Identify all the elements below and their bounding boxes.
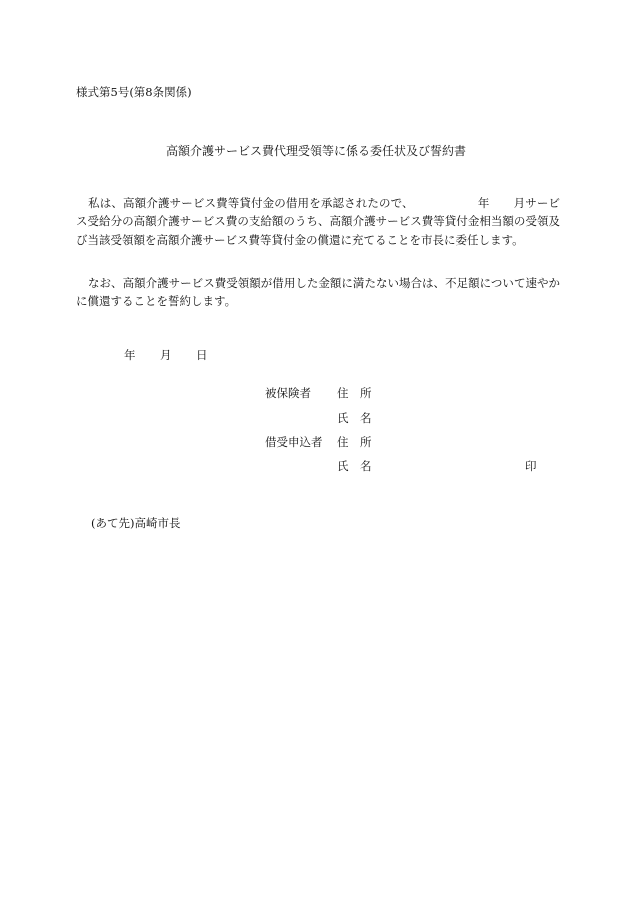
date-month-label: 月 bbox=[160, 348, 172, 362]
borrower-name-label: 氏 名 bbox=[337, 459, 372, 473]
date-day-label: 日 bbox=[196, 348, 208, 362]
addressee: (あて先)高崎市長 bbox=[91, 516, 181, 530]
form-number: 様式第5号(第8条関係) bbox=[76, 85, 192, 99]
insured-label: 被保険者 bbox=[265, 386, 311, 400]
pledge-paragraph bbox=[76, 274, 560, 311]
delegation-text-part1: 私は、高額介護サービス費等貸付金の借用を承認されたので、 bbox=[88, 196, 414, 210]
delegation-year-label: 年 bbox=[477, 196, 490, 210]
seal-mark: 印 bbox=[525, 459, 537, 473]
insured-address-label: 住 所 bbox=[337, 386, 372, 400]
insured-name-label: 氏 名 bbox=[337, 411, 372, 425]
borrower-address-label: 住 所 bbox=[337, 435, 372, 449]
pledge-text: なお、高額介護サービス費受領額が借用した金額に満たない場合は、不足額について速やかに償還することを誓約します。 bbox=[76, 276, 560, 309]
delegation-paragraph bbox=[76, 194, 560, 249]
delegation-text-part2: 月サービス受給分の高額介護サービス費の支給額のうち、高額介護サービス費等貸付金相当額の受領及び当該受領額を高額介護サービス費等貸付金の償還に充てることを市長に委任します。 bbox=[76, 196, 561, 247]
borrower-label: 借受申込者 bbox=[265, 435, 323, 449]
document-title: 高額介護サービス費代理受領等に係る委任状及び誓約書 bbox=[166, 144, 467, 158]
date-year-label: 年 bbox=[124, 348, 136, 362]
